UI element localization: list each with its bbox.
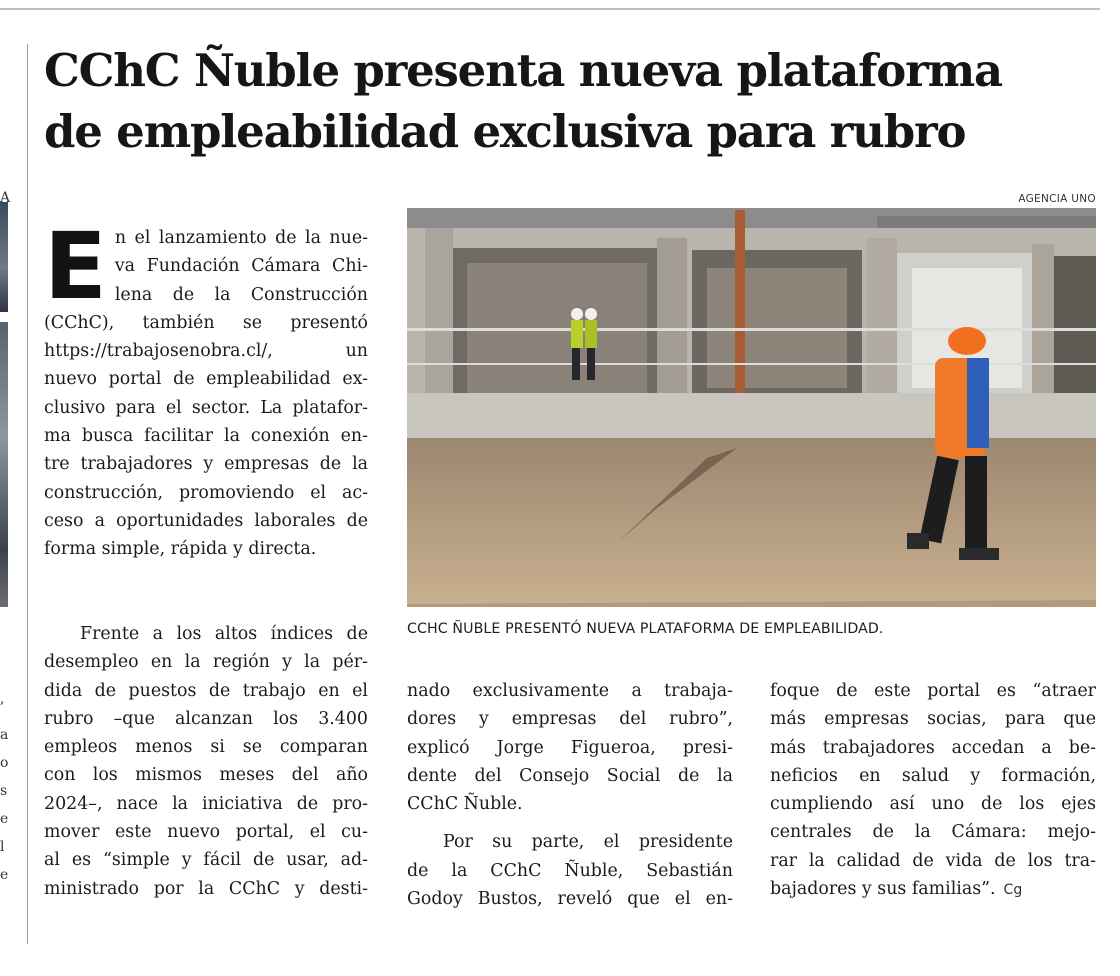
adjacent-text-fragment: e bbox=[0, 811, 9, 827]
body-line: foque de este portal es “atraer bbox=[770, 681, 1096, 701]
adjacent-text-fragment: , bbox=[0, 691, 5, 707]
adjacent-photo-edge-lower bbox=[0, 322, 8, 607]
adjacent-text-fragment: l bbox=[0, 839, 5, 855]
body-line: ceso a oportunidades laborales de bbox=[44, 510, 368, 531]
body-line: neficios en salud y formación, bbox=[770, 765, 1096, 786]
body-column-3 bbox=[770, 677, 1096, 903]
body-line: con los mismos meses del año bbox=[44, 765, 368, 786]
photo-credit: AGENCIA UNO bbox=[1018, 193, 1096, 205]
body-line: nado exclusivamente a trabaja- bbox=[407, 681, 733, 701]
body-line: https://trabajosenobra.cl/, un bbox=[44, 341, 368, 362]
headline-line: de empleabilidad exclusiva para rubro bbox=[44, 105, 966, 158]
body-line: nuevo portal de empleabilidad ex- bbox=[44, 369, 368, 390]
adjacent-text-fragment: s bbox=[0, 783, 8, 799]
adjacent-photo-edge bbox=[0, 202, 8, 312]
body-line: empleos menos si se comparan bbox=[44, 737, 368, 758]
headline bbox=[44, 40, 1104, 162]
body-line: ma busca facilitar la conexión en- bbox=[44, 426, 368, 447]
body-line: clusivo para el sector. La platafor- bbox=[44, 397, 368, 418]
body-line: dente del Consejo Social de la bbox=[407, 765, 733, 786]
body-column-1 bbox=[44, 213, 368, 564]
adjacent-text-fragment: A bbox=[0, 190, 11, 206]
body-line: al es “simple y fácil de usar, ad- bbox=[44, 850, 368, 871]
body-line: rubro –que alcanzan los 3.400 bbox=[44, 708, 368, 729]
body-line: tre trabajadores y empresas de la bbox=[44, 454, 368, 475]
adjacent-text-fragment: o bbox=[0, 755, 9, 771]
body-line: va Fundación Cámara Chi- bbox=[114, 256, 368, 277]
body-line: mover este nuevo portal, el cu- bbox=[44, 822, 368, 843]
body-line: ministrado por la CChC y desti- bbox=[44, 878, 368, 899]
body-line: explicó Jorge Figueroa, presi- bbox=[407, 737, 733, 758]
body-line: dida de puestos de trabajo en el bbox=[44, 680, 368, 701]
end-of-article-mark: Cg bbox=[1003, 882, 1023, 899]
construction-site-illustration bbox=[407, 208, 1096, 607]
body-line: (CChC), también se presentó bbox=[44, 312, 368, 333]
adjacent-text-fragment: e bbox=[0, 867, 9, 883]
drop-cap: E bbox=[44, 213, 107, 320]
body-column-1-continued bbox=[44, 620, 368, 903]
body-line: Por su parte, el presidente bbox=[443, 832, 733, 853]
column-divider bbox=[27, 44, 28, 944]
body-line-final bbox=[770, 875, 1096, 903]
body-line: rar la calidad de vida de los tra- bbox=[770, 850, 1096, 871]
adjacent-article-edge bbox=[0, 0, 12, 976]
body-line: más trabajadores accedan a be- bbox=[770, 737, 1096, 758]
body-line: lena de la Construcción bbox=[114, 284, 368, 305]
paragraph-gap bbox=[407, 818, 733, 828]
body-line-text: bajadores y sus familias”. bbox=[770, 879, 996, 900]
photo-caption: CCHC ÑUBLE PRESENTÓ NUEVA PLATAFORMA DE EMPLEABILIDAD. bbox=[407, 621, 884, 637]
body-line: n el lanzamiento de la nue- bbox=[114, 228, 368, 248]
adjacent-text-fragment: a bbox=[0, 727, 9, 743]
body-line: forma simple, rápida y directa. bbox=[44, 539, 317, 560]
body-line: centrales de la Cámara: mejo- bbox=[770, 822, 1096, 843]
body-line: más empresas socias, para que bbox=[770, 709, 1096, 730]
body-line: Frente a los altos índices de bbox=[80, 624, 368, 644]
body-line: desempleo en la región y la pér- bbox=[44, 652, 368, 673]
body-line: cumpliendo así uno de los ejes bbox=[770, 794, 1096, 815]
body-line: de la CChC Ñuble, Sebastián bbox=[407, 860, 733, 881]
body-column-2 bbox=[407, 677, 733, 913]
top-rule bbox=[0, 8, 1100, 10]
headline-line: CChC Ñuble presenta nueva plataforma bbox=[44, 44, 1002, 97]
body-line: construcción, promoviendo el ac- bbox=[44, 482, 368, 503]
construction-site-photo bbox=[407, 208, 1096, 607]
body-line: CChC Ñuble. bbox=[407, 794, 523, 815]
body-line: dores y empresas del rubro”, bbox=[407, 709, 733, 730]
body-line: 2024–, nace la iniciativa de pro- bbox=[44, 793, 368, 814]
body-line: Godoy Bustos, reveló que el en- bbox=[407, 889, 733, 910]
